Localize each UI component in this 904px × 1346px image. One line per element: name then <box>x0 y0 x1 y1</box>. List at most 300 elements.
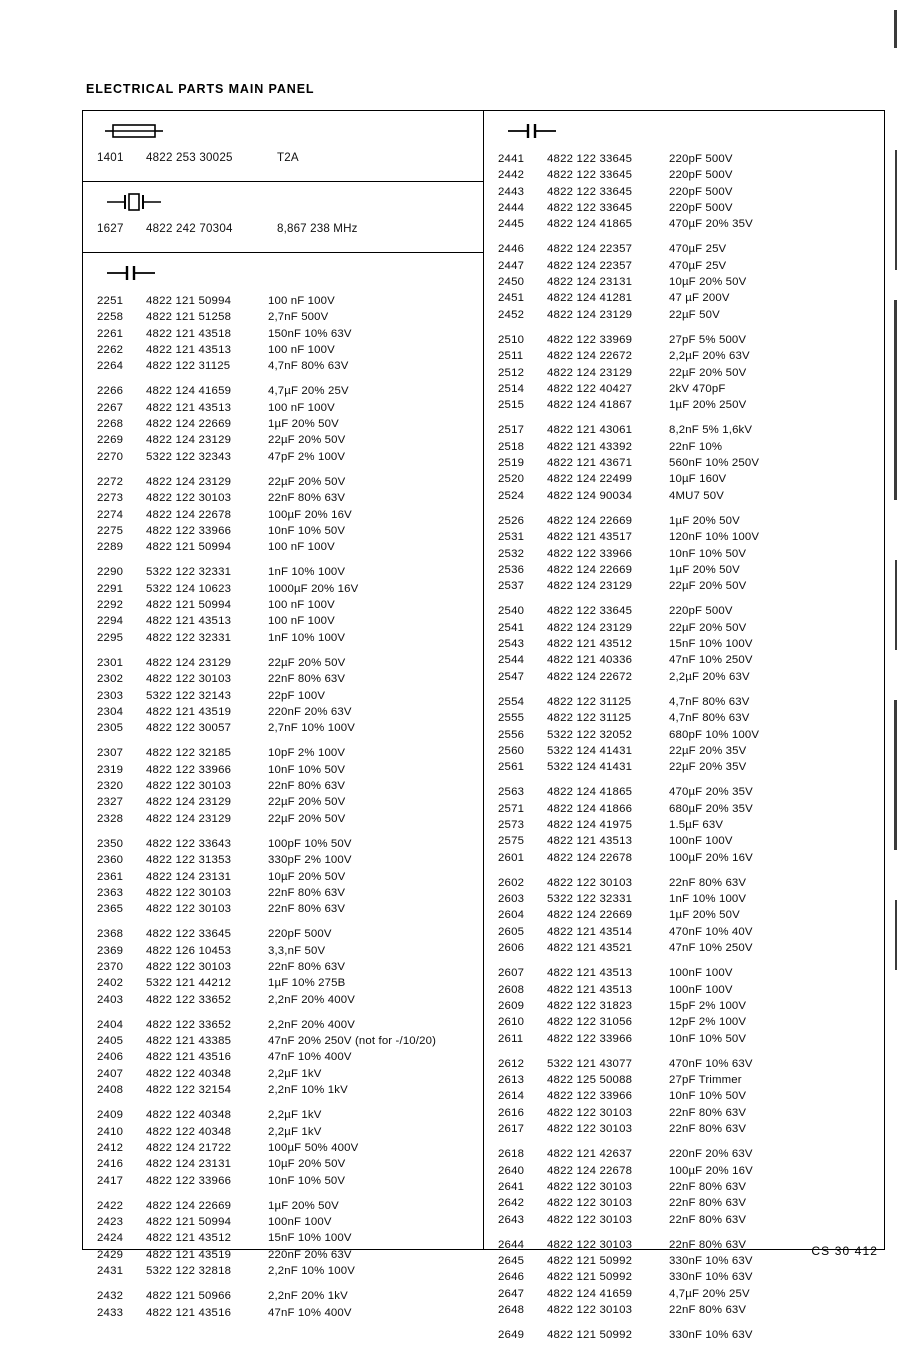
part-item-number: 2644 <box>498 1238 525 1251</box>
part-item-number: 2612 <box>498 1057 525 1070</box>
table-row <box>484 761 884 777</box>
part-code: 4822 122 33645 <box>547 153 633 165</box>
table-row <box>83 1200 483 1216</box>
part-code: 4822 122 32331 <box>146 631 232 644</box>
parts-group <box>83 385 483 466</box>
part-item-number: 2350 <box>97 837 124 850</box>
part-item-number: 2617 <box>498 1123 525 1136</box>
part-item-number: 2432 <box>97 1290 124 1303</box>
part-item-number: 2431 <box>97 1265 124 1278</box>
table-row <box>83 764 483 780</box>
table-row <box>484 457 884 473</box>
table-row <box>83 615 483 631</box>
part-item-number: 2610 <box>498 1016 525 1029</box>
table-row <box>484 967 884 983</box>
crystal-icon <box>105 191 163 213</box>
parts-group <box>484 424 884 505</box>
part-code: 4822 122 33966 <box>547 547 633 560</box>
part-description: 330nF 10% 63V <box>669 1271 753 1284</box>
table-row <box>484 1090 884 1106</box>
part-description: 1µF 20% 50V <box>268 418 339 431</box>
part-item-number: 2540 <box>498 605 525 618</box>
table-row <box>484 909 884 925</box>
table-row <box>484 309 884 325</box>
part-description: 2,7nF 500V <box>268 311 329 324</box>
part-item-number: 2602 <box>498 876 525 889</box>
part-code: 4822 124 23129 <box>547 366 633 379</box>
part-description: 22nF 80% 63V <box>669 1304 747 1316</box>
part-item-number: 2443 <box>498 185 525 198</box>
part-code: 4822 124 23129 <box>547 621 633 634</box>
part-code: 5322 124 10623 <box>146 582 232 595</box>
table-row <box>83 1109 483 1125</box>
table-row <box>83 583 483 599</box>
table-row <box>484 1058 884 1074</box>
part-item-number: 2519 <box>498 457 525 470</box>
parts-group <box>484 1148 884 1229</box>
table-row <box>484 712 884 728</box>
part-item-number: 2573 <box>498 818 525 831</box>
table-row <box>83 1307 483 1323</box>
table-row <box>83 295 483 311</box>
part-code: 4822 122 30103 <box>547 1123 633 1136</box>
parts-group <box>484 877 884 958</box>
part-code: 4822 124 23129 <box>146 475 232 488</box>
part-description: 10nF 10% 50V <box>669 1032 747 1045</box>
part-description: 470µF 25V <box>669 259 727 272</box>
part-code: 4822 121 43519 <box>146 1248 232 1261</box>
part-description: 2,2µF 1kV <box>268 1109 322 1122</box>
table-row <box>83 1216 483 1232</box>
part-item-number: 2563 <box>498 786 525 799</box>
part-code: 4822 121 43513 <box>547 835 633 848</box>
part-description: 1µF 20% 250V <box>669 399 747 412</box>
part-description: 100 nF 100V <box>268 615 335 628</box>
part-row-fuse <box>83 151 483 173</box>
part-item-number: 2524 <box>498 489 525 502</box>
part-item-number: 2294 <box>97 615 124 628</box>
capacitor-icon <box>506 121 558 141</box>
table-row <box>484 1214 884 1230</box>
part-description: 560nF 10% 250V <box>669 457 760 470</box>
table-row <box>484 1016 884 1032</box>
table-row <box>484 926 884 942</box>
capacitor-symbol-row-right <box>484 111 884 151</box>
table-row <box>83 977 483 993</box>
part-description: 47nF 10% 400V <box>268 1051 352 1064</box>
table-row <box>83 1290 483 1306</box>
part-item-number: 2648 <box>498 1304 525 1316</box>
part-code: 4822 122 30103 <box>146 780 232 793</box>
part-description: 27pF Trimmer <box>669 1074 742 1087</box>
part-item-number: 2403 <box>97 993 124 1006</box>
part-description: 220nF 20% 63V <box>268 1248 352 1261</box>
table-row <box>484 441 884 457</box>
part-code: 4822 122 30057 <box>146 722 232 735</box>
table-row <box>83 1126 483 1142</box>
part-item-number: 2444 <box>498 201 525 214</box>
part-code: 4822 122 30103 <box>146 960 232 973</box>
section-capacitors-right <box>484 111 884 1346</box>
capacitor-icon <box>105 263 157 283</box>
part-description: 10µF 20% 50V <box>669 276 747 289</box>
part-code: 4822 122 33966 <box>547 1032 633 1045</box>
part-description: 10µF 20% 50V <box>268 1158 346 1171</box>
crystal-symbol-row <box>83 182 483 222</box>
part-item-number: 2302 <box>97 673 124 686</box>
part-description: 2kV 470pF <box>669 382 726 395</box>
table-row <box>484 383 884 399</box>
part-description: 330nF 10% 63V <box>669 1255 753 1268</box>
part-description: 2,7nF 10% 100V <box>268 722 355 735</box>
table-row <box>484 654 884 670</box>
table-row <box>484 202 884 218</box>
part-item-number: 2429 <box>97 1248 124 1261</box>
part-code: 4822 122 33966 <box>547 1090 633 1103</box>
part-description: 22nF 80% 63V <box>268 886 346 899</box>
part-item-number: 2537 <box>498 580 525 593</box>
part-description: 220nF 20% 63V <box>669 1148 753 1161</box>
part-item-number: 2514 <box>498 382 525 395</box>
part-description: 1nF 10% 100V <box>268 631 346 644</box>
part-code: 4822 122 33652 <box>146 993 232 1006</box>
table-row <box>484 276 884 292</box>
table-row <box>83 961 483 977</box>
part-item-number: 2320 <box>97 780 124 793</box>
part-description: 2,2nF 10% 1kV <box>268 1084 348 1097</box>
part-code: 4822 124 23129 <box>547 580 633 593</box>
table-row <box>484 803 884 819</box>
part-description: 680pF 10% 100V <box>669 728 760 741</box>
parts-group <box>83 657 483 738</box>
part-item-number: 2369 <box>97 944 124 957</box>
parts-group <box>484 1329 884 1345</box>
part-code: 4822 121 43392 <box>547 440 633 453</box>
table-row <box>83 476 483 492</box>
section-fuse <box>83 111 483 182</box>
parts-group <box>83 566 483 647</box>
part-description: 10nF 10% 50V <box>669 1090 747 1103</box>
part-item-number: 2423 <box>97 1216 124 1229</box>
part-description: 10nF 10% 50V <box>268 763 346 776</box>
part-item-number: 2603 <box>498 893 525 906</box>
part-item-number: 2360 <box>97 854 124 867</box>
part-item-number: 2405 <box>97 1035 124 1048</box>
part-code: 4822 122 30103 <box>547 1180 633 1193</box>
table-row <box>83 928 483 944</box>
part-code: 5322 124 41431 <box>547 761 633 774</box>
part-item-number: 1401 <box>97 151 124 164</box>
part-item-number: 2262 <box>97 343 124 356</box>
part-item-number: 2442 <box>498 169 525 182</box>
parts-group <box>83 476 483 557</box>
table-row <box>484 852 884 868</box>
parts-group <box>484 786 884 867</box>
part-code: 4822 124 22678 <box>547 1164 633 1177</box>
part-code: 4822 121 43513 <box>146 401 232 414</box>
part-description: 22µF 20% 35V <box>669 761 747 774</box>
part-description: 3,3,nF 50V <box>268 944 326 957</box>
part-code: 4822 121 50994 <box>146 295 232 307</box>
part-description: 22nF 80% 63V <box>669 1123 747 1136</box>
parts-group <box>484 1058 884 1139</box>
part-item-number: 2269 <box>97 434 124 447</box>
table-row <box>484 671 884 687</box>
parts-list-left <box>83 293 483 1323</box>
part-item-number: 2407 <box>97 1067 124 1080</box>
table-row <box>83 657 483 673</box>
part-description: 4,7µF 20% 25V <box>268 385 349 398</box>
part-description: 22µF 50V <box>669 308 720 321</box>
parts-group <box>83 1019 483 1100</box>
part-code: 4822 121 43521 <box>547 942 633 955</box>
part-code: 4822 121 43513 <box>146 615 232 628</box>
part-description: 22nF 80% 63V <box>669 1106 747 1119</box>
part-description: 47pF 2% 100V <box>268 450 346 463</box>
part-description: 2,2µF 1kV <box>268 1125 322 1138</box>
part-item-number: 2422 <box>97 1199 124 1212</box>
part-code: 4822 121 43512 <box>547 638 633 651</box>
part-code: 4822 122 40348 <box>146 1067 232 1080</box>
part-item-number: 2409 <box>97 1109 124 1122</box>
part-item-number: 2607 <box>498 967 525 980</box>
part-description: T2A <box>277 151 299 164</box>
part-item-number: 2295 <box>97 631 124 644</box>
table-row <box>484 1074 884 1090</box>
part-item-number: 2608 <box>498 983 525 996</box>
table-row <box>484 153 884 169</box>
part-description: 4,7nF 80% 63V <box>669 712 750 725</box>
part-item-number: 2510 <box>498 333 525 346</box>
part-code: 4822 124 22678 <box>547 851 633 864</box>
table-row <box>484 605 884 621</box>
part-description: 470nF 10% 40V <box>669 925 753 938</box>
part-item-number: 2289 <box>97 541 124 554</box>
part-description: 22µF 20% 50V <box>669 621 747 634</box>
part-code: 4822 122 30103 <box>547 1213 633 1226</box>
part-description: 10nF 10% 50V <box>268 1174 346 1187</box>
table-row <box>484 260 884 276</box>
part-code: 4822 122 31125 <box>146 360 231 373</box>
table-row <box>484 786 884 802</box>
parts-group <box>83 1109 483 1190</box>
part-code: 4822 122 30103 <box>547 1197 633 1210</box>
part-code: 4822 122 31125 <box>547 695 632 708</box>
part-item-number: 2642 <box>498 1197 525 1210</box>
part-description: 27pF 5% 500V <box>669 333 747 346</box>
part-description: 22µF 20% 50V <box>268 475 346 488</box>
part-item-number: 2611 <box>498 1032 524 1045</box>
part-item-number: 2417 <box>97 1174 124 1187</box>
part-item-number: 2305 <box>97 722 124 735</box>
part-code: 4822 124 41866 <box>547 802 633 815</box>
table-row <box>83 434 483 450</box>
part-description: 22nF 80% 63V <box>669 1238 747 1251</box>
part-code: 4822 121 43514 <box>547 925 633 938</box>
table-row <box>83 1265 483 1281</box>
part-item-number: 2251 <box>97 295 124 307</box>
part-description: 2,2µF 1kV <box>268 1067 322 1080</box>
table-row <box>484 1197 884 1213</box>
part-item-number: 2275 <box>97 524 124 537</box>
part-code: 4822 124 23129 <box>146 796 232 809</box>
page-title: ELECTRICAL PARTS MAIN PANEL <box>86 82 315 96</box>
table-row <box>83 1084 483 1100</box>
table-row <box>83 903 483 919</box>
part-code: 4822 121 50966 <box>146 1290 232 1303</box>
part-description: 100 nF 100V <box>268 401 335 414</box>
part-description: 47nF 10% 250V <box>669 654 753 667</box>
part-description: 1µF 20% 50V <box>669 514 740 527</box>
part-item-number: 2561 <box>498 761 525 774</box>
part-item-number: 2291 <box>97 582 124 595</box>
table-row <box>83 1035 483 1051</box>
part-code: 5322 122 32818 <box>146 1265 232 1278</box>
part-item-number: 2452 <box>498 308 525 321</box>
part-code: 4822 122 33969 <box>547 333 633 346</box>
part-description: 22nF 80% 63V <box>268 673 346 686</box>
part-item-number: 2402 <box>97 977 124 990</box>
part-item-number: 2370 <box>97 960 124 973</box>
part-description: 22nF 80% 63V <box>669 1180 747 1193</box>
part-code: 4822 124 23129 <box>146 656 232 669</box>
part-item-number: 2571 <box>498 802 525 815</box>
part-item-number: 2451 <box>498 292 525 305</box>
part-item-number: 2647 <box>498 1287 525 1300</box>
part-description: 22nF 80% 63V <box>268 960 346 973</box>
part-item-number: 2412 <box>97 1141 124 1154</box>
parts-group <box>484 515 884 596</box>
part-description: 220nF 20% 63V <box>268 705 352 718</box>
table-row <box>83 747 483 763</box>
part-code: 5322 122 32331 <box>146 566 232 579</box>
part-code: 4822 121 50992 <box>547 1255 633 1268</box>
part-item-number: 2606 <box>498 942 525 955</box>
part-item-number: 2272 <box>97 475 124 488</box>
part-item-number: 2541 <box>498 621 525 634</box>
part-item-number: 2268 <box>97 418 124 431</box>
part-item-number: 2445 <box>498 218 525 231</box>
part-code: 4822 121 50992 <box>547 1271 633 1284</box>
table-row <box>484 531 884 547</box>
part-description: 10µF 160V <box>669 473 727 486</box>
part-code: 4822 121 43512 <box>146 1232 232 1245</box>
part-code: 4822 121 42637 <box>547 1148 633 1161</box>
part-code: 4822 121 50994 <box>146 541 232 554</box>
part-code: 4822 122 30103 <box>547 1238 633 1251</box>
part-code: 5322 121 44212 <box>146 977 232 990</box>
part-item-number: 2544 <box>498 654 525 667</box>
part-code: 4822 121 43516 <box>146 1306 232 1319</box>
part-item-number: 2518 <box>498 440 525 453</box>
table-row <box>83 838 483 854</box>
part-item-number: 2616 <box>498 1106 525 1119</box>
part-code: 4822 124 23131 <box>547 276 633 289</box>
part-description: 100pF 10% 50V <box>268 837 352 850</box>
part-description: 2,2nF 20% 1kV <box>268 1290 348 1303</box>
part-code: 4822 121 43671 <box>547 457 633 470</box>
table-row <box>83 1158 483 1174</box>
part-item-number: 2450 <box>498 276 525 289</box>
part-description: 22µF 20% 50V <box>268 812 346 825</box>
part-description: 22nF 80% 63V <box>268 492 346 505</box>
part-description: 22nF 10% <box>669 440 723 453</box>
part-item-number: 2526 <box>498 514 525 527</box>
part-description: 15nF 10% 100V <box>268 1232 352 1245</box>
part-item-number: 2404 <box>97 1018 124 1031</box>
part-description: 1000µF 20% 16V <box>268 582 359 595</box>
part-item-number: 2640 <box>498 1164 525 1177</box>
table-row <box>484 1107 884 1123</box>
part-code: 4822 122 33645 <box>547 605 633 618</box>
part-code: 4822 242 70304 <box>146 222 233 235</box>
part-description: 22µF 20% 35V <box>669 744 747 757</box>
part-row-crystal <box>83 222 483 244</box>
table-row <box>484 350 884 366</box>
part-code: 4822 124 22669 <box>547 909 633 922</box>
table-row <box>83 418 483 434</box>
part-description: 22µF 20% 50V <box>669 580 747 593</box>
part-item-number: 2560 <box>498 744 525 757</box>
table-row <box>83 813 483 829</box>
part-code: 4822 124 22669 <box>547 563 633 576</box>
table-row <box>484 638 884 654</box>
part-description: 100nF 100V <box>669 835 733 848</box>
part-item-number: 2609 <box>498 999 525 1012</box>
part-description: 1µF 20% 50V <box>669 563 740 576</box>
part-description: 4MU7 50V <box>669 489 725 502</box>
part-code: 4822 124 22669 <box>146 418 232 431</box>
table-row <box>83 509 483 525</box>
part-item-number: 2328 <box>97 812 124 825</box>
part-code: 4822 124 22357 <box>547 243 633 256</box>
table-row <box>83 673 483 689</box>
table-row <box>83 525 483 541</box>
part-item-number: 2441 <box>498 153 525 165</box>
part-item-number: 2307 <box>97 747 124 760</box>
part-description: 100 nF 100V <box>268 541 335 554</box>
parts-group <box>484 334 884 415</box>
part-description: 4,7nF 80% 63V <box>268 360 349 373</box>
part-item-number: 2301 <box>97 656 124 669</box>
table-row <box>83 451 483 467</box>
part-description: 470µF 20% 35V <box>669 786 753 799</box>
part-code: 4822 122 30103 <box>547 1304 633 1316</box>
part-item-number: 2613 <box>498 1074 525 1087</box>
table-row <box>484 1181 884 1197</box>
part-code: 4822 122 31353 <box>146 854 232 867</box>
part-item-number: 2543 <box>498 638 525 651</box>
part-description: 100 nF 100V <box>268 343 335 356</box>
part-code: 5322 121 43077 <box>547 1057 633 1070</box>
table-row <box>83 1249 483 1265</box>
part-code: 4822 122 33645 <box>146 928 232 941</box>
part-item-number: 2408 <box>97 1084 124 1097</box>
part-item-number: 2618 <box>498 1148 525 1161</box>
part-item-number: 2410 <box>97 1125 124 1138</box>
part-description: 10nF 10% 50V <box>669 547 747 560</box>
part-code: 4822 122 30103 <box>547 876 633 889</box>
part-description: 12pF 2% 100V <box>669 1016 747 1029</box>
table-row <box>83 632 483 648</box>
capacitor-symbol-row <box>83 253 483 293</box>
part-description: 22nF 80% 63V <box>268 780 346 793</box>
table-row <box>83 385 483 401</box>
table-row <box>83 945 483 961</box>
part-description: 22µF 20% 50V <box>268 656 346 669</box>
table-row <box>83 780 483 796</box>
part-code: 4822 122 40427 <box>547 382 633 395</box>
